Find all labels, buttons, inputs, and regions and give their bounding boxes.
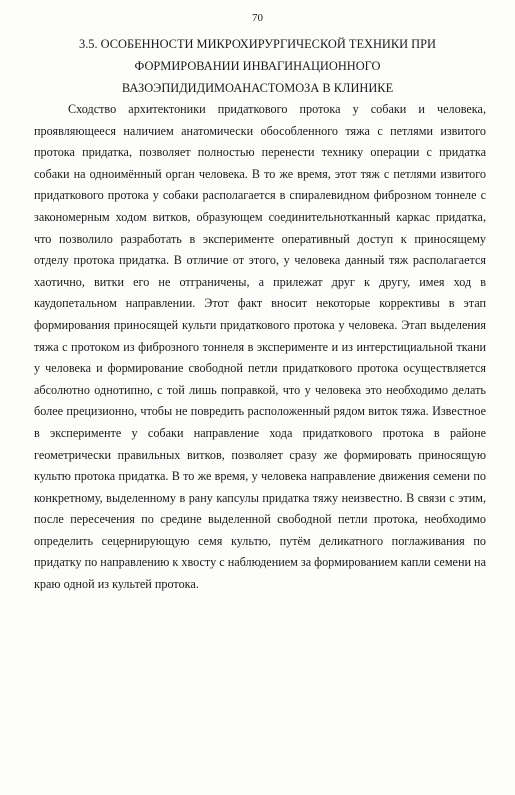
section-heading: [40, 33, 475, 99]
heading-line-3: ВАЗОЭПИДИДИМОАНАСТОМОЗА В КЛИНИКЕ: [121, 81, 394, 95]
heading-line-2: ФОРМИРОВАНИИ ИНВАГИНАЦИОННОГО: [134, 59, 381, 73]
page-number: 70: [252, 12, 263, 24]
heading-line-1: 3.5. ОСОБЕННОСТИ МИКРОХИРУРГИЧЕСКОЙ ТЕХНИКИ ПРИ: [79, 37, 436, 51]
body-paragraph: Сходство архитектоники придаткового протока у собаки и человека, проявляющееся наличием анатомически обособленного тяжа с петлями извитого протока придатка, позволяет полностью перенести технику операции с придатка собаки на одноимённый орган человека. В то же время, этот тяж с петлями извитого придаткового протока у собаки располагается в спиралевидном фиброзном тоннеле с закономерным ходом витков, образующем соединительнотканный каркас придатка, что позволило разработать в эксперименте оперативный доступ к приносящему отделу протока придатка. В отличие от этого, у человека данный тяж располагается хаотично, витки его не отграничены, а прилежат друг к другу, имея ход в каудопетальном направлении. Этот факт вносит некоторые коррективы в этап формирования приносящей культи придаткового протока у человека. Этап выделения тяжа с протоком из фиброзного тоннеля в эксперименте и из интерстициальной ткани у человека и формирование свободной петли придаткового протока осуществляется абсолютно однотипно, с той лишь поправкой, что у человека это необходимо делать более прецизионно, чтобы не повредить расположенный рядом виток тяжа. Известное в эксперименте у собаки направление хода придаткового протока в районе геометрически правильных витков, позволяет сразу же формировать приносящую культю протока придатка. В то же время, у человека направление движения семени по конкретному, выделенному в рану капсулы придатка тяжу неизвестно. В связи с этим, после пересечения по средине выделенной свободной петли протока, необходимо определить сецернирующую семя культю, путём деликатного поглаживания по придатку по направлению к хвосту с наблюдением за формированием капли семени на краю одной из культей протока.: [34, 102, 486, 592]
